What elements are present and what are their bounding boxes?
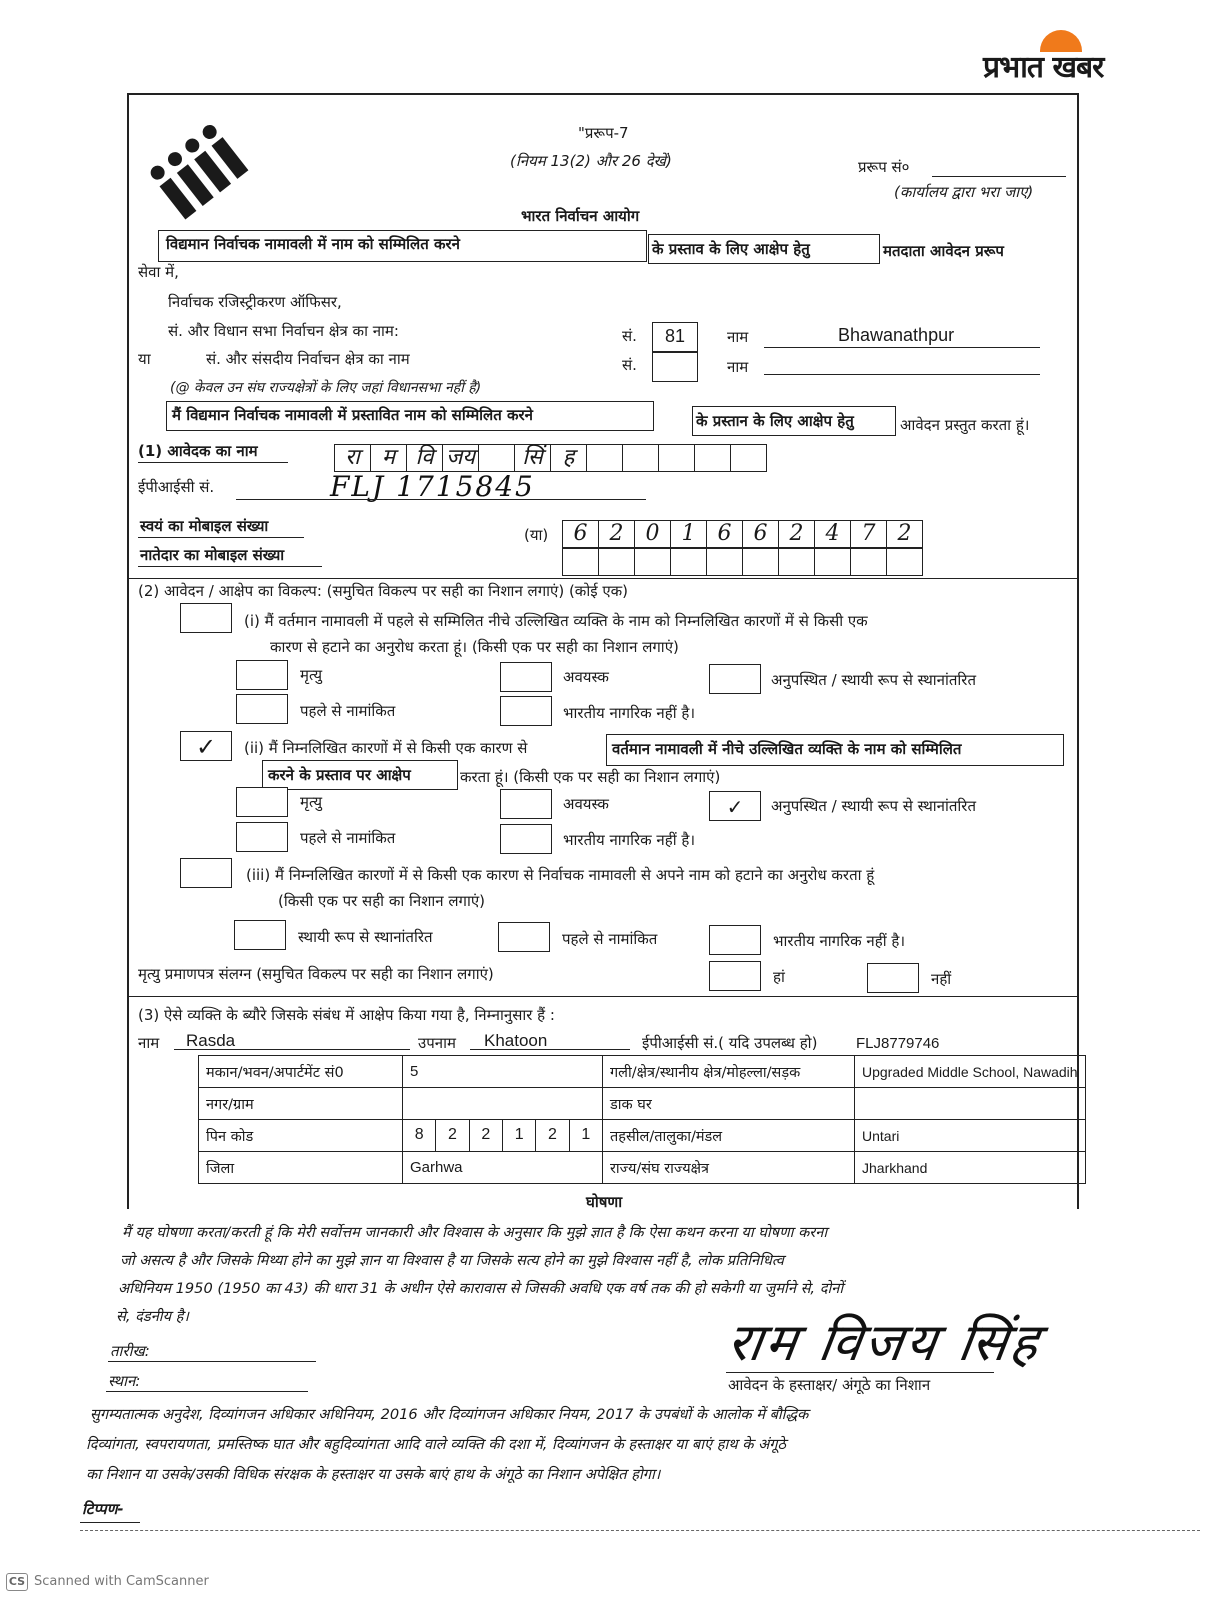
section-divider: [127, 578, 1079, 579]
grid-cell: [815, 548, 851, 576]
submit-text-part3: आवेदन प्रस्तुत करता हूं।: [900, 416, 1030, 434]
brand-logo: प्रभात खबर: [983, 50, 1104, 85]
grid-cell: 2: [599, 520, 635, 548]
grid-cell: [851, 548, 887, 576]
grid-cell: [707, 548, 743, 576]
grid-cell: 6: [743, 520, 779, 548]
death-cert-yes-label: हां: [773, 968, 785, 986]
grid-cell: [635, 548, 671, 576]
street-value[interactable]: Upgraded Middle School, Nawadih: [855, 1056, 1086, 1088]
grid-cell: [479, 444, 515, 472]
grid-cell: 2: [887, 520, 923, 548]
form-title-part3: मतदाता आवेदन प्ररूप: [883, 242, 1004, 260]
option2-checkbox[interactable]: [180, 731, 232, 761]
death-cert-yes-checkbox[interactable]: [709, 961, 761, 991]
post-office-label: डाक घर: [603, 1088, 855, 1120]
town-value[interactable]: [403, 1088, 603, 1120]
applicant-name-grid[interactable]: [334, 444, 767, 472]
option1-checkbox[interactable]: [180, 603, 232, 633]
address-row: [199, 1120, 1086, 1152]
grid-cell: 0: [635, 520, 671, 548]
grid-cell: रा: [335, 444, 371, 472]
declaration-line3: अधिनियम 1950 (1950 का 43) की धारा 31 के अधीन ऐसे कारावास से जिसकी अवधि एक वर्ष तक की हो सकेगी या जुर्माने से, दोनों: [118, 1280, 844, 1297]
note-underline: [80, 1522, 140, 1523]
person-name-value: Rasda: [186, 1031, 236, 1050]
opt2-death-checkbox[interactable]: [236, 787, 288, 817]
option2-line2a: करने के प्रस्ताव पर आक्षेप: [268, 766, 411, 784]
opt1-already-checkbox[interactable]: [236, 694, 288, 724]
grid-cell: म: [371, 444, 407, 472]
tehsil-value[interactable]: Untari: [855, 1120, 1086, 1152]
grid-cell: 6: [563, 520, 599, 548]
opt3-not-citizen-label: भारतीय नागरिक नहीं है।: [773, 932, 906, 950]
opt1-death-label: मृत्यु: [300, 666, 323, 684]
opt1-already-label: पहले से नामांकित: [300, 702, 396, 720]
officer-label: निर्वाचक रजिस्ट्रीकरण ऑफिसर,: [168, 293, 342, 311]
assembly-no-field[interactable]: 81: [652, 322, 698, 352]
grid-cell: [563, 548, 599, 576]
address-row: [199, 1088, 1086, 1120]
grid-cell: [587, 444, 623, 472]
opt2-absent-label: अनुपस्थित / स्थायी रूप से स्थानांतरित: [771, 797, 976, 815]
declaration-line1: मैं यह घोषणा करता/करती हूं कि मेरी सर्वोत्तम जानकारी और विश्वास के अनुसार कि मुझे ज्ञात है कि ऐसा कथन करना या घोषणा करना: [122, 1224, 828, 1241]
date-field[interactable]: [108, 1361, 316, 1362]
mobile-number-grid[interactable]: [562, 520, 923, 548]
opt3-already-checkbox[interactable]: [498, 922, 550, 952]
relative-mobile-underline: [138, 566, 322, 567]
death-certificate-label: मृत्यु प्रमाणपत्र संलग्न (समुचित विकल्प पर सही का निशान लगाएं): [138, 965, 494, 983]
accessibility-line1: सुगम्यतात्मक अनुदेश, दिव्यांगजन अधिकार अधिनियम, 2016 और दिव्यांगजन अधिकार नियम, 2017 के उपबंधों के आलोक में बौद्धिक: [90, 1406, 809, 1423]
submit-text-part2: के प्रस्तान के लिए आक्षेप हेतु: [696, 412, 854, 430]
option3-line2: (किसी एक पर सही का निशान लगाएं): [278, 892, 486, 910]
form-number-label: प्ररूप सं०: [858, 158, 910, 176]
opt2-already-checkbox[interactable]: [236, 822, 288, 852]
opt1-not-citizen-label: भारतीय नागरिक नहीं है।: [563, 704, 696, 722]
applicant-name-label: (1) आवेदक का नाम: [138, 442, 258, 460]
applicant-epic-value: FLJ 1715845: [330, 470, 535, 503]
person-name-label: नाम: [138, 1034, 160, 1052]
assembly-name-label: नाम: [727, 328, 749, 346]
grid-cell: सिं: [515, 444, 551, 472]
death-cert-no-checkbox[interactable]: [867, 963, 919, 993]
opt3-already-label: पहले से नामांकित: [562, 930, 658, 948]
declaration-heading: घोषणा: [586, 1193, 623, 1211]
grid-cell: ह: [551, 444, 587, 472]
applicant-epic-field[interactable]: [236, 499, 646, 500]
state-value[interactable]: Jharkhand: [855, 1152, 1086, 1184]
opt1-minor-checkbox[interactable]: [500, 662, 552, 692]
election-commission-logo-icon: [140, 118, 260, 223]
submit-text-part1: मैं विद्यमान निर्वाचक नामावली में प्रस्तावित नाम को सम्मिलित करने: [172, 406, 533, 424]
option2-line1b: वर्तमान नामावली में नीचे उल्लिखित व्यक्ति के नाम को सम्मिलित: [612, 740, 962, 758]
opt2-already-label: पहले से नामांकित: [300, 829, 396, 847]
applicant-epic-label: ईपीआईसी सं.: [138, 478, 215, 496]
death-cert-no-label: नहीं: [931, 970, 952, 988]
opt2-death-label: मृत्यु: [300, 793, 323, 811]
form-number-field[interactable]: [932, 176, 1066, 177]
opt2-minor-label: अवयस्क: [563, 795, 609, 813]
opt1-not-citizen-checkbox[interactable]: [500, 696, 552, 726]
address-row: [199, 1152, 1086, 1184]
opt1-minor-label: अवयस्क: [563, 668, 609, 686]
opt3-shifted-label: स्थायी रूप से स्थानांतरित: [298, 928, 433, 946]
applicant-signature: राम विजय सिंह: [723, 1313, 1046, 1373]
district-value[interactable]: Garhwa: [403, 1152, 603, 1184]
place-label: स्थान:: [108, 1372, 141, 1390]
opt2-absent-checkbox[interactable]: [709, 791, 761, 821]
assembly-constituency-label: सं. और विधान सभा निर्वाचन क्षेत्र का नाम:: [168, 322, 399, 340]
grid-cell: 2: [779, 520, 815, 548]
camscanner-watermark: Scanned with CamScanner: [34, 1574, 209, 1589]
address-table: [198, 1055, 1086, 1184]
signature-label: आवेदन के हस्ताक्षर/ अंगूठे का निशान: [728, 1376, 931, 1394]
town-label: नगर/ग्राम: [199, 1088, 403, 1120]
district-label: जिला: [199, 1152, 403, 1184]
assembly-name-field[interactable]: [764, 347, 1040, 348]
grid-cell: जय: [443, 444, 479, 472]
mobile-or-label: (या): [524, 526, 549, 544]
grid-cell: [659, 444, 695, 472]
opt2-not-citizen-label: भारतीय नागरिक नहीं है।: [563, 831, 696, 849]
declaration-line2: जो असत्य है और जिसके मिथ्या होने का मुझे ज्ञान या विश्वास है या जिसके सत्य होने का मुझे विश्वास नहीं है, लोक प्रतिनिधित्व: [120, 1252, 784, 1269]
opt2-minor-checkbox[interactable]: [500, 789, 552, 819]
declaration-line4: से, दंडनीय है।: [116, 1308, 189, 1325]
office-note: (कार्यालय द्वारा भरा जाए): [894, 183, 1034, 201]
assembly-name-value: Bhawanathpur: [838, 325, 955, 345]
option1-line1: (i) मैं वर्तमान नामावली में पहले से सम्मिलित नीचे उल्लिखित व्यक्ति के नाम को निम्नलिखित कारणों में से किसी एक: [244, 612, 868, 630]
date-label: तारीख:: [110, 1342, 150, 1360]
camscanner-logo-icon: CS: [6, 1573, 28, 1591]
grid-cell: 4: [815, 520, 851, 548]
form-number-title: "प्ररूप-7: [578, 124, 629, 142]
parliament-name-field[interactable]: [764, 374, 1040, 375]
address-row: [199, 1056, 1086, 1088]
opt1-absent-label: अनुपस्थित / स्थायी रूप से स्थानांतरित: [771, 671, 976, 689]
grid-cell: [731, 444, 767, 472]
grid-cell: [695, 444, 731, 472]
grid-cell: [887, 548, 923, 576]
parliament-no-label: सं.: [622, 356, 637, 374]
opt2-not-citizen-checkbox[interactable]: [500, 824, 552, 854]
tehsil-label: तहसील/तालुका/मंडल: [603, 1120, 855, 1152]
person-name-field[interactable]: [174, 1049, 410, 1050]
pincode-digit: 2: [470, 1120, 503, 1151]
signature-line: [726, 1372, 994, 1373]
option3-checkbox[interactable]: [180, 858, 232, 888]
house-label: मकान/भवन/अपार्टमेंट सं0: [199, 1056, 403, 1088]
section2-heading: (2) आवेदन / आक्षेप का विकल्प: (समुचित विकल्प पर सही का निशान लगाएं) (कोई एक): [138, 582, 629, 600]
parliament-name-label: नाम: [727, 358, 749, 376]
pincode-digit: 1: [581, 1126, 591, 1143]
opt2-absent-tick-icon: ✓: [726, 795, 744, 819]
grid-cell: वि: [407, 444, 443, 472]
surname-value: Khatoon: [484, 1031, 548, 1050]
option1-line2: कारण से हटाने का अनुरोध करता हूं। (किसी एक पर सही का निशान लगाएं): [270, 638, 679, 656]
grid-cell: [743, 548, 779, 576]
accessibility-line3: का निशान या उसके/उसकी विधिक संरक्षक के हस्ताक्षर या उसके बाएं हाथ के अंगूठे का निशान अपेक्षित होगा।: [86, 1466, 661, 1483]
pincode-digit: 2: [536, 1120, 569, 1151]
self-mobile-underline: [138, 537, 304, 538]
section-divider-2: [127, 996, 1079, 997]
option2-line1a: (ii) मैं निम्नलिखित कारणों में से किसी एक कारण से: [244, 739, 528, 757]
assembly-note: (@ केवल उन संघ राज्यक्षेत्रों के लिए जहां विधानसभा नहीं है): [170, 380, 482, 396]
accessibility-line2: दिव्यांगता, स्वपरायणता, प्रमस्तिष्क घात और बहुदिव्यांगता आदि वाले व्यक्ति की दशा में, दिव्यांगजन के हस्ताक्षर या बाएं हाथ के अंगूठे: [86, 1436, 786, 1453]
opt1-death-checkbox[interactable]: [236, 660, 288, 690]
surname-field[interactable]: [470, 1049, 630, 1050]
house-value[interactable]: 5: [403, 1056, 603, 1088]
grid-cell: 1: [671, 520, 707, 548]
relative-mobile-label: नातेदार का मोबाइल संख्या: [140, 546, 285, 564]
pincode-digit: 2: [436, 1120, 469, 1151]
grid-cell: [623, 444, 659, 472]
pincode-digit: 1: [503, 1120, 536, 1151]
section3-heading: (3) ऐसे व्यक्ति के ब्यौरे जिसके संबंध में आक्षेप किया गया है, निम्नानुसार हैं :: [138, 1006, 555, 1024]
place-field[interactable]: [106, 1391, 308, 1392]
grid-cell: [779, 548, 815, 576]
commission-title: भारत निर्वाचन आयोग: [521, 207, 640, 225]
applicant-name-underline: [138, 462, 288, 463]
bottom-edge-line: [80, 1530, 1200, 1531]
opt3-not-citizen-checkbox[interactable]: [709, 925, 761, 955]
person-epic-value: FLJ8779746: [856, 1035, 940, 1052]
post-office-value[interactable]: [855, 1088, 1086, 1120]
relative-mobile-grid[interactable]: [562, 548, 923, 576]
parliament-no-field[interactable]: [652, 352, 698, 382]
option3-line1: (iii) मैं निम्नलिखित कारणों में से किसी एक कारण से निर्वाचक नामावली से अपने नाम को हटाने का अनुरोध करता हूं: [246, 866, 875, 884]
opt3-shifted-checkbox[interactable]: [234, 920, 286, 950]
grid-cell: [671, 548, 707, 576]
form-title-part1: विद्यमान निर्वाचक नामावली में नाम को सम्मिलित करने: [166, 235, 460, 253]
pincode-digit: 8: [403, 1120, 436, 1151]
or-label: या: [138, 350, 151, 368]
note-label: टिप्पण-: [82, 1500, 124, 1518]
assembly-no-label: सं.: [622, 327, 637, 345]
pincode-grid: [403, 1120, 602, 1151]
parliament-constituency-label: सं. और संसदीय निर्वाचन क्षेत्र का नाम: [206, 350, 410, 368]
person-epic-label: ईपीआईसी सं.( यदि उपलब्ध हो): [642, 1034, 818, 1052]
option2-line2b: करता हूं। (किसी एक पर सही का निशान लगाएं): [460, 768, 721, 786]
grid-cell: 7: [851, 520, 887, 548]
grid-cell: [599, 548, 635, 576]
pincode-value[interactable]: [403, 1120, 603, 1152]
self-mobile-label: स्वयं का मोबाइल संख्या: [140, 517, 269, 535]
pincode-label: पिन कोड: [199, 1120, 403, 1152]
state-label: राज्य/संघ राज्यक्षेत्र: [603, 1152, 855, 1184]
grid-cell: 6: [707, 520, 743, 548]
form-title-part2: के प्रस्ताव के लिए आक्षेप हेतु: [652, 240, 810, 258]
option2-tick-icon: ✓: [195, 733, 217, 761]
to-label: सेवा में,: [138, 263, 179, 281]
rules-reference: (नियम 13(2) और 26 देखें): [510, 152, 672, 170]
street-label: गली/क्षेत्र/स्थानीय क्षेत्र/मोहल्ला/सड़क: [603, 1056, 855, 1088]
surname-label: उपनाम: [418, 1034, 456, 1052]
opt1-absent-checkbox[interactable]: [709, 664, 761, 694]
